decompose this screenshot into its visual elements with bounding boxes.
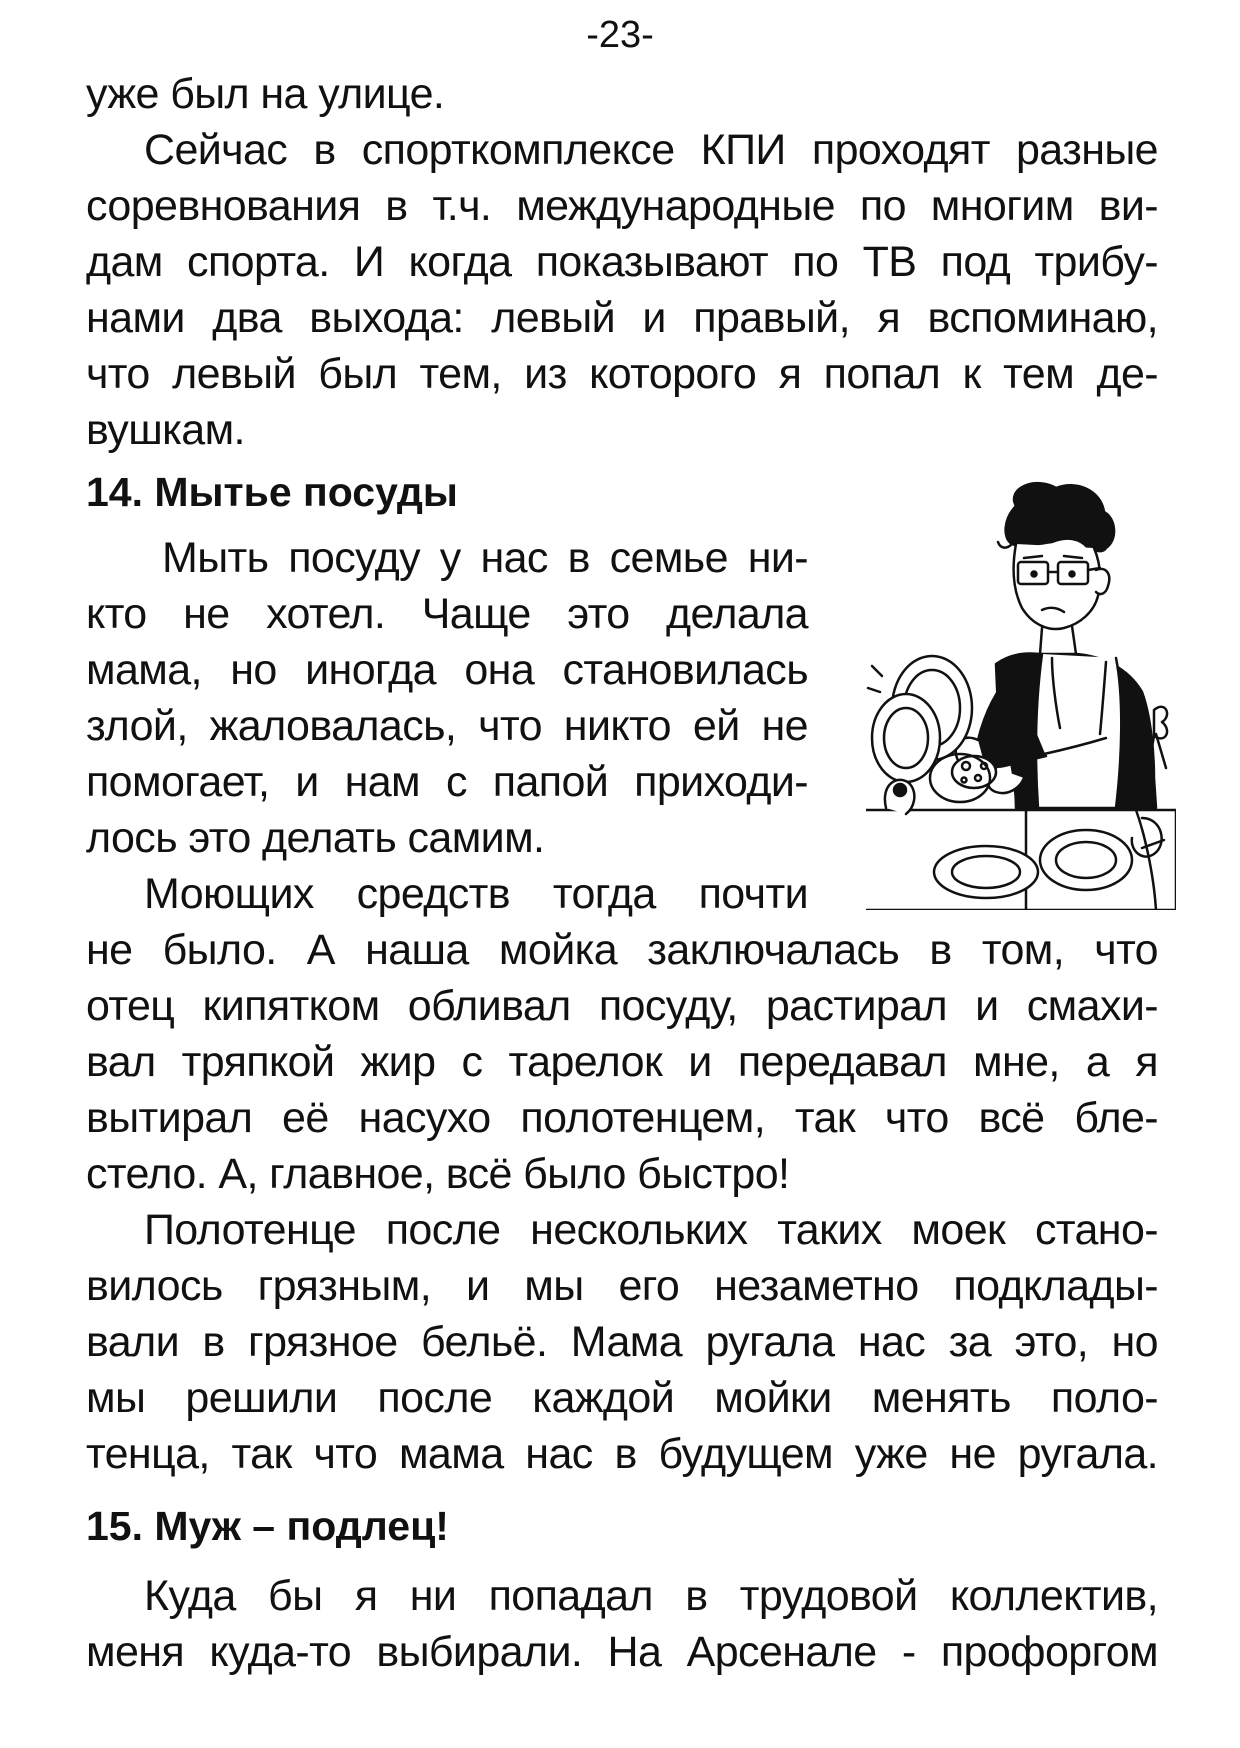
- text-line: не было. А наша мойка заключалась в том, что: [86, 926, 1158, 974]
- text-line: нами два выхода: левый и правый, я вспоминаю,: [86, 294, 1158, 342]
- text-line: вилось грязным, и мы его незаметно подклады-: [86, 1262, 1158, 1310]
- text-line: лось это делать самим.: [86, 814, 545, 862]
- text-line: вушкам.: [86, 406, 245, 454]
- text-line: тенца, так что мама нас в будущем уже не ругала.: [86, 1430, 1158, 1478]
- text-line: мама, но иногда она становилась: [86, 646, 808, 694]
- section-heading-14: 14. Мытье посуды: [86, 469, 458, 515]
- text-line: злой, жаловалась, что никто ей не: [86, 702, 808, 750]
- text-line: уже был на улице.: [86, 70, 445, 118]
- text-line: вал тряпкой жир с тарелок и передавал мне, а я: [86, 1038, 1158, 1086]
- section-14-narrow-text: [86, 530, 808, 922]
- text-line: дам спорта. И когда показывают по ТВ под трибу-: [86, 238, 1158, 286]
- text-line: Полотенце после нескольких таких моек стано-: [144, 1206, 1158, 1254]
- section-15-text: [86, 1568, 1158, 1680]
- text-line: соревнования в т.ч. международные по многим ви-: [86, 182, 1158, 230]
- text-line: что левый был тем, из которого я попал к тем де-: [86, 350, 1158, 398]
- section-heading-15: 15. Муж – подлец!: [86, 1503, 449, 1549]
- text-line: кто не хотел. Чаще это делала: [86, 590, 808, 638]
- intro-text: [86, 66, 1158, 458]
- text-line: вали в грязное бельё. Мама ругала нас за это, но: [86, 1318, 1158, 1366]
- text-line: Сейчас в спорткомплексе КПИ проходят разные: [144, 126, 1158, 174]
- text-line: стело. А, главное, всё было быстро!: [86, 1150, 790, 1198]
- text-line: вытирал её насухо полотенцем, так что всё бле-: [86, 1094, 1158, 1142]
- text-line: Моющих средств тогда почти: [144, 870, 808, 918]
- man-washing-dishes-icon: [866, 478, 1176, 910]
- text-line: отец кипятком обливал посуду, растирал и смахи-: [86, 982, 1158, 1030]
- text-line: Куда бы я ни попадал в трудовой коллектив,: [144, 1572, 1158, 1620]
- text-line: меня куда-то выбирали. На Арсенале - профоргом: [86, 1628, 1158, 1676]
- page-number: -23-: [586, 14, 654, 56]
- text-line: помогает, и нам с папой приходи-: [86, 758, 808, 806]
- text-line: Мыть посуду у нас в семье ни-: [162, 534, 808, 582]
- section-14-full-text: [86, 922, 1158, 1482]
- text-line: мы решили после каждой мойки менять поло-: [86, 1374, 1158, 1422]
